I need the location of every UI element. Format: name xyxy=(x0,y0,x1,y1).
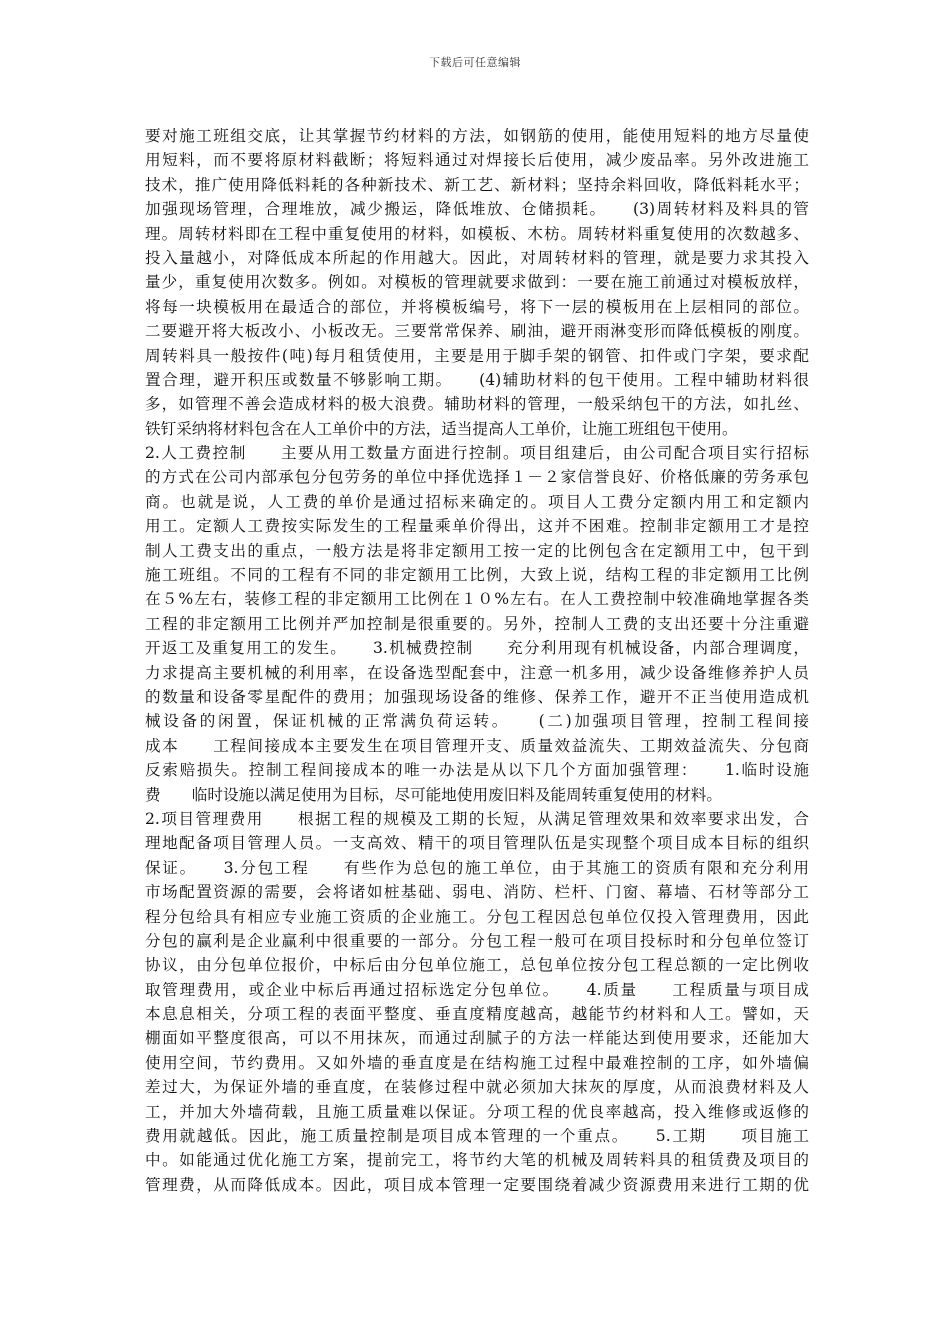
text-line: 费 临时设施以满足使用为目标，尽可能地使用废旧料及能周转重复使用的材料。 xyxy=(145,785,722,804)
text-line: 分包的赢利是企业赢利中很重要的一部分。分包工程一般可在项目投标时和分包单位签订 xyxy=(145,931,809,950)
text-line: 二要避开将大板改小、小板改无。三要常常保养、刷油，避开雨淋变形而降低模板的刚度。 xyxy=(145,322,809,341)
text-line: 棚面如平整度很高，可以不用抹灰，而通过刮腻子的方法一样能达到使用要求，还能加大 xyxy=(145,1029,809,1048)
text-line: 周转料具一般按件(吨)每月租赁使用，主要是用于脚手架的钢管、扣件或门字架，要求配 xyxy=(145,346,809,365)
text-line: 量少，重复使用次数多。例如。对模板的管理就要求做到：一要在施工前通过对模板放样， xyxy=(145,273,809,292)
text-line: 管理费，从而降低成本。因此，项目成本管理一定要围绕着减少资源费用来进行工期的优 xyxy=(145,1175,809,1194)
text-line: 施工班组。不同的工程有不同的非定额用工比例，大致上说，结构工程的非定额用工比例 xyxy=(145,566,809,585)
text-line: 理地配备项目管理人员。一支高效、精干的项目管理队伍是实现整个项目成本目标的组织 xyxy=(145,834,809,853)
text-line: 保证。 3.分包工程 有些作为总包的施工单位，由于其施工的资质有限和充分利用 xyxy=(145,858,809,877)
text-line: 在５%左右，装修工程的非定额用工比例在１０%左右。在人工费控制中较准确地掌握各类 xyxy=(145,590,809,609)
text-line: 工程的非定额用工比例并严加控制是很重要的。另外，控制人工费的支出还要十分注重避 xyxy=(145,614,809,633)
text-line: 用短料，而不要将原材料截断；将短料通过对焊接长后使用，减少废品率。另外改进施工 xyxy=(145,151,809,170)
text-line: 差过大，为保证外墙的垂直度，在装修过程中就必须加大抹灰的厚度，从而浪费材料及人 xyxy=(145,1078,809,1097)
text-line: 本息息相关，分项工程的表面平整度、垂直度精度越高，越能节约材料和人工。譬如，天 xyxy=(145,1005,809,1024)
text-line: 开返工及重复用工的发生。 3.机械费控制 充分利用现有机械设备，内部合理调度， xyxy=(145,639,809,658)
text-line: 程分包给具有相应专业施工资质的企业施工。分包工程因总包单位仅投入管理费用，因此 xyxy=(145,907,809,926)
text-line: 制人工费支出的重点，一般方法是将非定额用工按一定的比例包含在定额用工中，包干到 xyxy=(145,541,809,560)
text-line: 铁钉采纳将材料包含在人工单价中的方法，适当提高人工单价，让施工班组包干使用。 xyxy=(145,419,738,438)
text-line: 要对施工班组交底，让其掌握节约材料的方法，如钢筋的使用，能使用短料的地方尽量使 xyxy=(145,127,809,145)
text-line: 2.人工费控制 主要从用工数量方面进行控制。项目组建后，由公司配合项目实行招标 xyxy=(145,444,809,463)
text-line: 力求提高主要机械的利用率，在设备选型配套中，注意一机多用，减少设备维修养护人员 xyxy=(145,663,809,682)
text-line: 的方式在公司内部承包分包劳务的单位中择优选择１－２家信誉良好、价格低廉的劳务承包 xyxy=(145,468,809,487)
text-line: 工，并加大外墙荷载，且施工质量难以保证。分项工程的优良率越高，投入维修或返修的 xyxy=(145,1102,809,1121)
text-line: 的数量和设备零星配件的费用；加强现场设备的维修、保养工作，避开不正当使用造成机 xyxy=(145,687,809,706)
text-line: 置合理，避开积压或数量不够影响工期。 (4)辅助材料的包干使用。工程中辅助材料很 xyxy=(145,370,809,389)
text-line: 市场配置资源的需要，会将诸如桩基础、弱电、消防、栏杆、门窗、幕墙、石材等部分工 xyxy=(145,883,809,902)
text-line: 投入量越小，对降低成本所起的作用越大。因此，对周转材料的管理，就是要力求其投入 xyxy=(145,248,809,267)
document-body xyxy=(145,124,809,1197)
text-line: 多，如管理不善会造成材料的极大浪费。辅助材料的管理，一般采纳包干的方法，如扎丝、 xyxy=(145,395,809,414)
page-header: 下载后可任意编辑 xyxy=(429,56,521,69)
text-line: 将每一块模板用在最适合的部位，并将模板编号，将下一层的模板用在上层相同的部位。 xyxy=(145,297,809,316)
text-line: 用工。定额人工费按实际发生的工程量乘单价得出，这并不困难。控制非定额用工才是控 xyxy=(145,517,809,536)
text-line: 械设备的闲置，保证机械的正常满负荷运转。 (二)加强项目管理，控制工程间接 xyxy=(145,712,809,731)
text-line: 协议，由分包单位报价，中标后由分包单位施工，总包单位按分包工程总额的一定比例收 xyxy=(145,956,809,975)
text-line: 商。也就是说，人工费的单价是通过招标来确定的。项目人工费分定额内用工和定额内 xyxy=(145,492,809,511)
text-line: 技术，推广使用降低料耗的各种新技术、新工艺、新材料；坚持余料回收，降低料耗水平； xyxy=(145,175,809,194)
text-line: 2.项目管理费用 根据工程的规模及工期的长短，从满足管理效果和效率要求出发，合 xyxy=(145,809,809,828)
text-line: 使用空间，节约费用。又如外墙的垂直度是在结构施工过程中最难控制的工序，如外墙偏 xyxy=(145,1053,809,1072)
text-line: 取管理费用，或企业中标后再通过招标选定分包单位。 4.质量 工程质量与项目成 xyxy=(145,980,809,999)
text-line: 反索赔损失。控制工程间接成本的唯一办法是从以下几个方面加强管理： 1.临时设施 xyxy=(145,761,809,780)
text-line: 中。如能通过优化施工方案，提前完工，将节约大笔的机械及周转料具的租赁费及项目的 xyxy=(145,1151,809,1170)
text-line: 费用就越低。因此，施工质量控制是项目成本管理的一个重点。 5.工期 项目施工 xyxy=(145,1127,809,1146)
text-line: 加强现场管理，合理堆放，减少搬运，降低堆放、仓储损耗。 (3)周转材料及料具的管 xyxy=(145,200,809,219)
text-line: 成本 工程间接成本主要发生在项目管理开支、质量效益流失、工期效益流失、分包商 xyxy=(145,736,809,755)
text-line: 理。周转材料即在工程中重复使用的材料，如模板、木枋。周转材料重复使用的次数越多、 xyxy=(145,224,809,243)
